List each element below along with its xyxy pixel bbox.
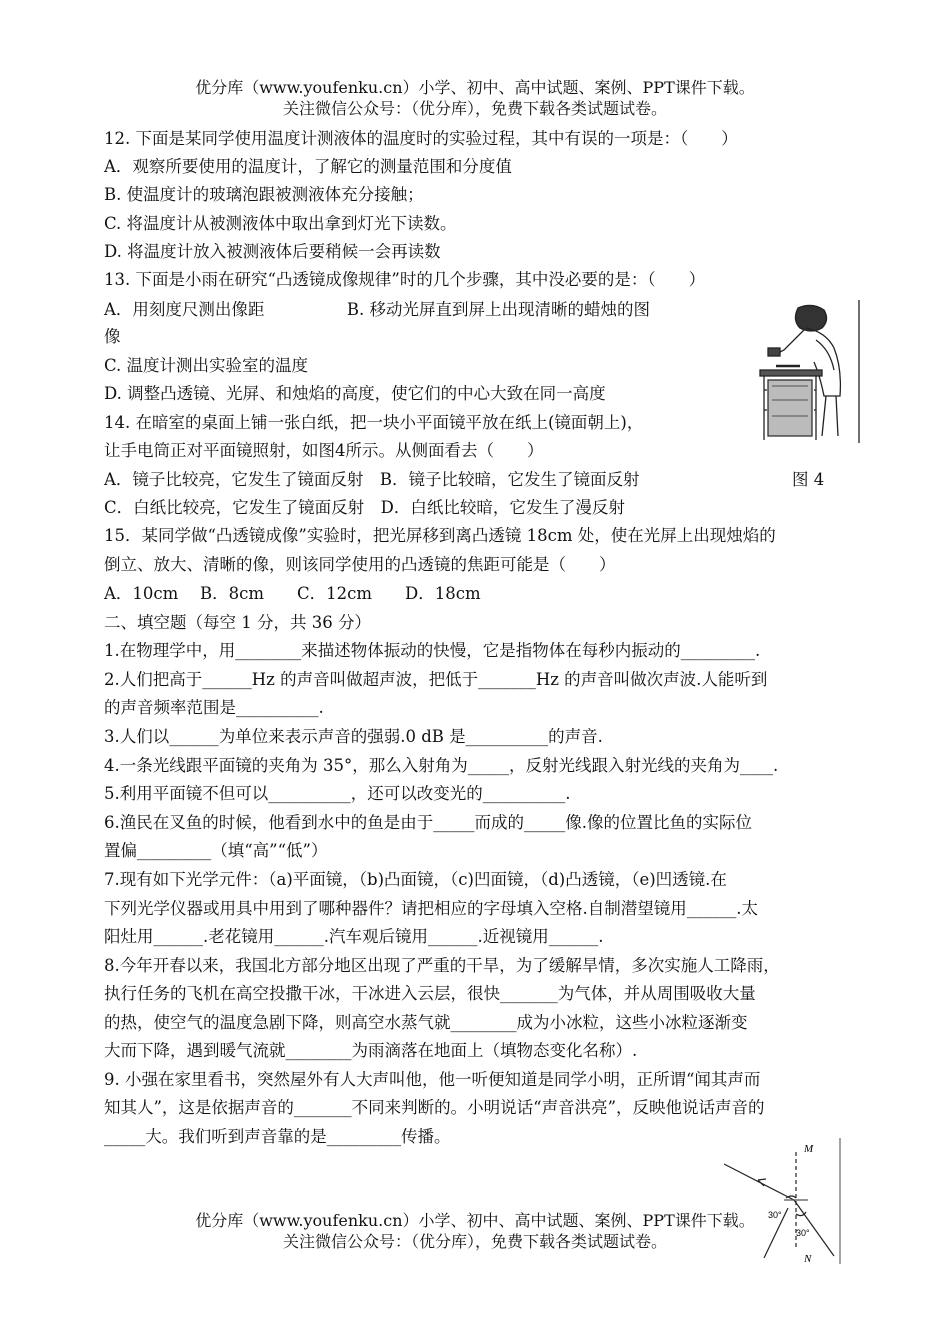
header-line-2: 关注微信公众号：（优分库），免费下载各类试题试卷。 <box>282 99 667 118</box>
fill-8-cont-3: 大而下降，遇到暖气流就________为雨滴落在地面上（填物态变化名称）. <box>104 1041 638 1060</box>
fill-8: 8.今年开春以来，我国北方部分地区出现了严重的干旱，为了缓解旱情，多次实施人工降雨， <box>104 956 780 975</box>
section-2-title: 二、填空题（每空 1 分，共 36 分） <box>104 613 371 632</box>
question-13: 13. 下面是小雨在研究“凸透镜成像规律”时的几个步骤，其中没必要的是：（ ） <box>104 270 706 289</box>
q12-option-b: B. 使温度计的玻璃泡跟被测液体充分接触； <box>104 185 424 204</box>
fill-9-cont: 知其人”，这是依据声音的_______不同来判断的。小明说话“声音洪亮”，反映他说话声音的 <box>104 1098 765 1117</box>
fill-7-cont-2: 阳灶用______.老花镜用______.汽车观后镜用______.近视镜用______. <box>104 927 604 946</box>
question-12: 12. 下面是某同学使用温度计测液体的温度时的实验过程，其中有误的一项是：（ ） <box>104 129 738 148</box>
question-15-cont: 倒立、放大、清晰的像，则该同学使用的凸透镜的焦距可能是（ ） <box>104 555 616 574</box>
figure-4-caption: 图 4 <box>792 470 825 489</box>
q13-option-b-cont: 像 <box>104 327 121 346</box>
q15-options: A．10cm B．8cm C．12cm D．18cm <box>104 584 481 603</box>
fill-6: 6.渔民在叉鱼的时候，他看到水中的鱼是由于_____而成的_____像.像的位置比鱼的实际位 <box>104 813 752 832</box>
fill-2-cont: 的声音频率范围是__________. <box>104 698 324 717</box>
fill-3: 3.人们以______为单位来表示声音的强弱.0 dB 是__________的声音. <box>104 727 603 746</box>
label-n: N <box>804 1253 812 1264</box>
q12-option-c: C. 将温度计从被测液体中取出拿到灯光下读数。 <box>104 214 457 233</box>
q13-option-d: D. 调整凸透镜、光屏、和烛焰的高度，使它们的中心大致在同一高度 <box>104 384 606 403</box>
question-14: 14. 在暗室的桌面上铺一张白纸，把一块小平面镜平放在纸上(镜面朝上)， <box>104 413 644 432</box>
fill-8-cont-2: 的热，使空气的温度急剧下降，则高空水蒸气就________成为小冰粒，这些小冰粒逐渐变 <box>104 1013 748 1032</box>
fill-5: 5.利用平面镜不但可以__________，还可以改变光的__________. <box>104 784 571 803</box>
figure-4-illustration <box>756 300 860 443</box>
footer-line-2: 关注微信公众号：（优分库），免费下载各类试题试卷。 <box>282 1232 667 1251</box>
fill-7: 7.现有如下光学元件：（a)平面镜，（b)凸面镜，（c)凹面镜，（d)凸透镜，（e)凹透镜.在 <box>104 870 727 889</box>
label-m: M <box>804 1143 814 1155</box>
fill-8-cont: 执行任务的飞机在高空投撒干冰，干冰进入云层，很快_______为气体，并从周围吸收大量 <box>104 984 756 1003</box>
q14-options-cd: C．白纸比较亮，它发生了镜面反射 D．白纸比较暗，它发生了漫反射 <box>104 498 625 517</box>
fill-1: 1.在物理学中，用________来描述物体振动的快慢，它是指物体在每秒内振动的_________. <box>104 641 761 660</box>
footer-line-1: 优分库（www.youfenku.cn）小学、初中、高中试题、案例、PPT课件下载。 <box>195 1211 755 1230</box>
angle-label-1: 30° <box>768 1210 782 1220</box>
q12-option-d: D. 将温度计放入被测液体后要稍候一会再读数 <box>104 242 441 261</box>
fill-7-cont: 下列光学仪器或用具中用到了哪种器件？请把相应的字母填入空格.自制潜望镜用______.太 <box>104 899 758 918</box>
fill-9: 9. 小强在家里看书，突然屋外有人大声叫他，他一听便知道是同学小明，正所谓“闻其声而 <box>104 1070 761 1089</box>
q13-option-c: C. 温度计测出实验室的温度 <box>104 356 309 375</box>
q12-option-a: A．观察所要使用的温度计，了解它的测量范围和分度值 <box>104 157 512 176</box>
fill-9-cont-2: _____大。我们听到声音靠的是_________传播。 <box>104 1127 451 1146</box>
question-15: 15．某同学做“凸透镜成像”实验时，把光屏移到离凸透镜 18cm 处，使在光屏上出现烛焰的 <box>104 526 776 545</box>
fill-4: 4.一条光线跟平面镜的夹角为 35°，那么入射角为_____，反射光线跟入射光线的夹角为____. <box>104 756 779 775</box>
question-14-cont: 让手电筒正对平面镜照射，如图4所示。从侧面看去（ ） <box>104 441 544 460</box>
q13-options-ab: A．用刻度尺测出像距 B. 移动光屏直到屏上出现清晰的蜡烛的图 <box>104 300 651 319</box>
header-line-1: 优分库（www.youfenku.cn）小学、初中、高中试题、案例、PPT课件下载。 <box>195 78 755 97</box>
fill-6-cont: 置偏_________（填“高”“低”） <box>104 841 328 860</box>
angle-label-2: 30° <box>796 1228 810 1238</box>
q14-options-ab: A．镜子比较亮，它发生了镜面反射 B．镜子比较暗，它发生了镜面反射 <box>104 470 640 489</box>
fill-2: 2.人们把高于______Hz 的声音叫做超声波，把低于_______Hz 的声音叫做次声波.人能听到 <box>104 670 768 689</box>
